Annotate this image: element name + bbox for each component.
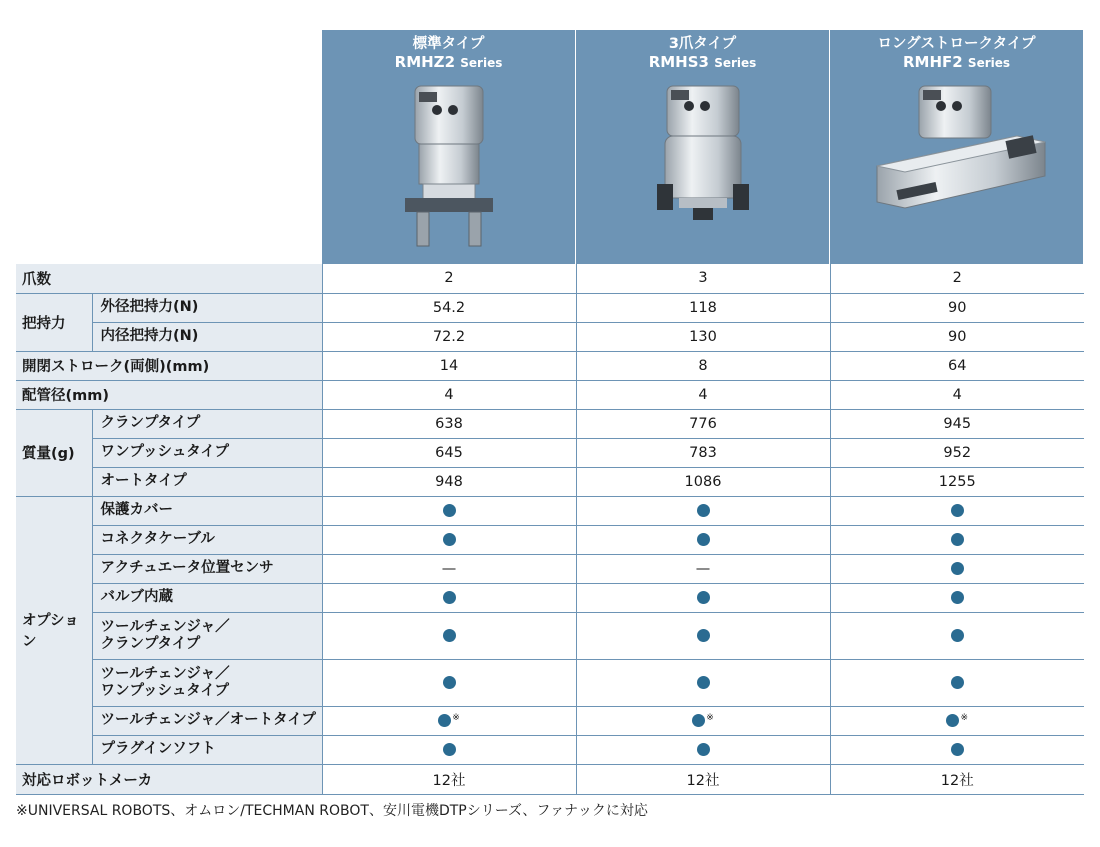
available-dot-icon bbox=[697, 533, 710, 546]
cell-value: 12社 bbox=[830, 764, 1084, 794]
cell-value: 945 bbox=[830, 409, 1084, 438]
row-mass-onepush bbox=[16, 438, 1084, 467]
header-col-rmhs3 bbox=[576, 30, 829, 264]
series-name: RMHF2 Series bbox=[902, 53, 1011, 71]
cell-value: 776 bbox=[576, 409, 830, 438]
available-dot-icon bbox=[946, 714, 959, 727]
available-dot-icon bbox=[438, 714, 451, 727]
available-dot-icon bbox=[951, 743, 964, 756]
row-option-valve bbox=[16, 583, 1084, 612]
available-dot-icon bbox=[697, 743, 710, 756]
cell-value: 12社 bbox=[576, 764, 830, 794]
gripper-image-rmhf2 bbox=[830, 76, 1083, 258]
cell-value: 72.2 bbox=[322, 322, 576, 351]
cell-value: 12社 bbox=[322, 764, 576, 794]
cell-value: 130 bbox=[576, 322, 830, 351]
cell-value: 14 bbox=[322, 351, 576, 380]
available-dot-icon bbox=[697, 676, 710, 689]
row-label: 外径把持力(N) bbox=[92, 293, 322, 322]
cell-value: 4 bbox=[576, 380, 830, 409]
row-makers bbox=[16, 764, 1084, 794]
header-col-rmhf2 bbox=[830, 30, 1083, 264]
row-option-connector bbox=[16, 525, 1084, 554]
row-mass-auto bbox=[16, 467, 1084, 496]
row-stroke bbox=[16, 351, 1084, 380]
row-label: コネクタケーブル bbox=[92, 525, 322, 554]
row-label: ツールチェンジャ／オートタイプ bbox=[92, 706, 322, 735]
row-label: オートタイプ bbox=[92, 467, 322, 496]
available-dot-icon bbox=[697, 629, 710, 642]
cell-value: 645 bbox=[322, 438, 576, 467]
row-label: 開閉ストローク(両側)(mm) bbox=[16, 351, 322, 380]
available-dot-icon bbox=[443, 743, 456, 756]
available-dot-icon bbox=[443, 629, 456, 642]
available-dot-icon bbox=[951, 504, 964, 517]
cell-value: 2 bbox=[322, 264, 576, 293]
available-dot-icon bbox=[443, 504, 456, 517]
available-dot-icon bbox=[951, 562, 964, 575]
footnote-mark: ※ bbox=[452, 712, 460, 723]
available-dot-icon bbox=[443, 676, 456, 689]
cell-value: 952 bbox=[830, 438, 1084, 467]
spec-table bbox=[16, 264, 1084, 795]
not-available-dash: — bbox=[322, 554, 576, 583]
available-dot-icon bbox=[697, 504, 710, 517]
cell-value: 1086 bbox=[576, 467, 830, 496]
row-label: 内径把持力(N) bbox=[92, 322, 322, 351]
cell-value: 4 bbox=[322, 380, 576, 409]
row-label: ワンプッシュタイプ bbox=[92, 438, 322, 467]
type-name: ロングストロークタイプ bbox=[877, 36, 1036, 52]
cell-value: 783 bbox=[576, 438, 830, 467]
available-dot-icon bbox=[951, 533, 964, 546]
row-option-tc-auto bbox=[16, 706, 1084, 735]
row-claws bbox=[16, 264, 1084, 293]
cell-value: 90 bbox=[830, 293, 1084, 322]
type-name: 標準タイプ bbox=[412, 36, 485, 52]
row-option-tc-clamp bbox=[16, 612, 1084, 659]
available-dot-icon bbox=[443, 533, 456, 546]
row-piping bbox=[16, 380, 1084, 409]
row-label: 配管径(mm) bbox=[16, 380, 322, 409]
row-option-tc-onepush bbox=[16, 659, 1084, 706]
row-label: 爪数 bbox=[16, 264, 322, 293]
row-grip-outer bbox=[16, 293, 1084, 322]
group-label: オプション bbox=[16, 496, 92, 764]
cell-value: 118 bbox=[576, 293, 830, 322]
gripper-image-rmhs3 bbox=[576, 76, 829, 258]
footnote-mark: ※ bbox=[706, 712, 714, 723]
cell-value: 54.2 bbox=[322, 293, 576, 322]
available-dot-icon bbox=[443, 591, 456, 604]
row-option-sensor bbox=[16, 554, 1084, 583]
row-label: ツールチェンジャ／ クランプタイプ bbox=[92, 612, 322, 659]
row-label: 保護カバー bbox=[92, 496, 322, 525]
row-option-plugin bbox=[16, 735, 1084, 764]
series-name: RMHS3 Series bbox=[648, 53, 757, 71]
available-dot-icon bbox=[951, 591, 964, 604]
footnote: ※UNIVERSAL ROBOTS、オムロン/TECHMAN ROBOT、安川電機DTPシリーズ、ファナックに対応 bbox=[16, 803, 648, 819]
row-grip-inner bbox=[16, 322, 1084, 351]
group-label: 把持力 bbox=[16, 293, 92, 351]
series-name: RMHZ2 Series bbox=[394, 53, 503, 71]
row-label: ツールチェンジャ／ ワンプッシュタイプ bbox=[92, 659, 322, 706]
available-dot-icon bbox=[951, 676, 964, 689]
row-mass-clamp bbox=[16, 409, 1084, 438]
row-label: クランプタイプ bbox=[92, 409, 322, 438]
cell-value: 638 bbox=[322, 409, 576, 438]
row-label: プラグインソフト bbox=[92, 735, 322, 764]
footnote-mark: ※ bbox=[960, 712, 969, 723]
cell-value: 8 bbox=[576, 351, 830, 380]
cell-value: 3 bbox=[576, 264, 830, 293]
available-dot-icon bbox=[692, 714, 705, 727]
row-option-cover bbox=[16, 496, 1084, 525]
cell-value: 948 bbox=[322, 467, 576, 496]
row-label: 対応ロボットメーカ bbox=[16, 764, 322, 794]
not-available-dash: — bbox=[576, 554, 830, 583]
header-col-rmhz2 bbox=[322, 30, 575, 264]
cell-value: 1255 bbox=[830, 467, 1084, 496]
cell-value: 2 bbox=[830, 264, 1084, 293]
group-label: 質量(g) bbox=[16, 409, 92, 496]
available-dot-icon bbox=[951, 629, 964, 642]
cell-value: 90 bbox=[830, 322, 1084, 351]
available-dot-icon bbox=[697, 591, 710, 604]
type-name: 3爪タイプ bbox=[668, 36, 737, 52]
cell-value: 4 bbox=[830, 380, 1084, 409]
gripper-image-rmhz2 bbox=[322, 76, 575, 258]
row-label: アクチュエータ位置センサ bbox=[92, 554, 322, 583]
row-label: バルブ内蔵 bbox=[92, 583, 322, 612]
cell-value: 64 bbox=[830, 351, 1084, 380]
